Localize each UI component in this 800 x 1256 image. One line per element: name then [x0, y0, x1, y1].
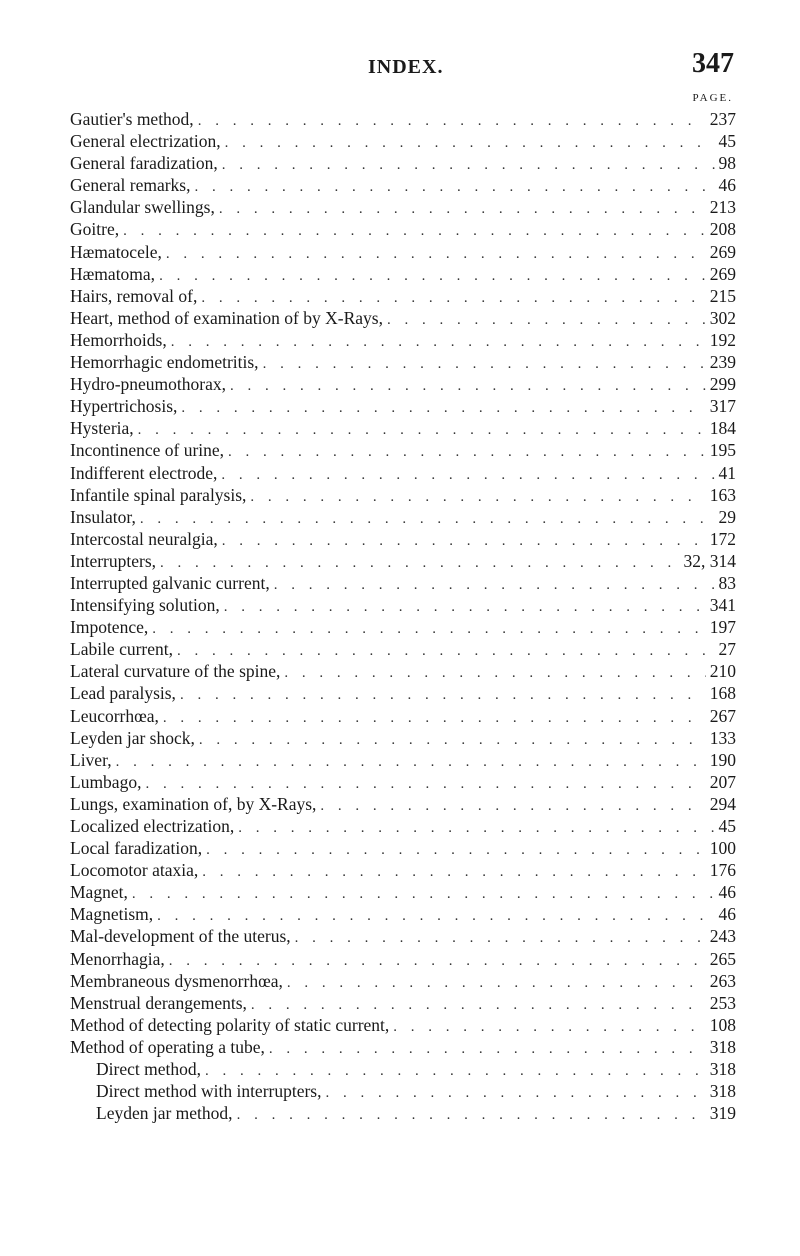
entry-term: Infantile spinal paralysis, — [70, 484, 247, 505]
index-entry — [70, 462, 736, 484]
index-entry — [70, 815, 736, 837]
dot-leader — [157, 905, 714, 927]
dot-leader — [132, 883, 715, 905]
dot-leader — [222, 154, 715, 176]
dot-leader — [251, 994, 706, 1016]
index-entry — [70, 329, 736, 351]
entry-page-ref: 243 — [709, 926, 736, 947]
entry-term: Intensifying solution, — [70, 595, 220, 616]
entry-page-ref: 299 — [709, 374, 736, 395]
dot-leader — [274, 574, 715, 596]
running-head — [0, 44, 800, 84]
dot-leader — [230, 375, 706, 397]
entry-term: Leucorrhœa, — [70, 705, 159, 726]
entry-page-ref: 163 — [709, 484, 736, 505]
index-entry — [70, 484, 736, 506]
entry-page-ref: 239 — [709, 352, 736, 373]
index-entry — [70, 528, 736, 550]
index-entry — [70, 859, 736, 881]
index-subentry — [70, 1080, 736, 1102]
entry-term: Menstrual derangements, — [70, 992, 247, 1013]
entry-term: Lead paralysis, — [70, 683, 176, 704]
index-entry — [70, 727, 736, 749]
entry-term: Method of operating a tube, — [70, 1036, 265, 1057]
entry-page-ref: 269 — [709, 263, 736, 284]
dot-leader — [250, 486, 705, 508]
index-entry — [70, 1036, 736, 1058]
entry-page-ref: 184 — [709, 418, 736, 439]
index-entry — [70, 771, 736, 793]
index-entry — [70, 218, 736, 240]
index-entry — [70, 241, 736, 263]
entry-page-ref: 269 — [709, 241, 736, 262]
index-entry — [70, 417, 736, 439]
entry-page-ref: 41 — [718, 462, 736, 483]
entry-page-ref: 29 — [718, 506, 736, 527]
entry-page-ref: 27 — [718, 639, 736, 660]
entry-term: Hairs, removal of, — [70, 285, 198, 306]
entry-page-ref: 215 — [709, 285, 736, 306]
dot-leader — [225, 132, 715, 154]
dot-leader — [263, 353, 706, 375]
entry-page-ref: 45 — [718, 816, 736, 836]
entry-page-ref: 83 — [718, 572, 736, 593]
entry-page-ref: 32, 314 — [683, 550, 736, 571]
dot-leader — [171, 331, 706, 353]
index-entry — [70, 373, 736, 395]
index-entry — [70, 506, 736, 528]
index-entry — [70, 749, 736, 771]
entry-term: Lateral curvature of the spine, — [70, 661, 281, 682]
entry-term: Localized electrization, — [70, 816, 235, 836]
page-number: 347 — [692, 48, 734, 79]
entry-term: Impotence, — [70, 617, 149, 638]
dot-leader — [237, 1104, 706, 1126]
entry-page-ref: 108 — [709, 1014, 736, 1035]
dot-leader — [269, 1038, 706, 1060]
dot-leader — [326, 1082, 706, 1104]
entry-term: Insulator, — [70, 506, 136, 527]
entry-term: Labile current, — [70, 639, 174, 660]
entry-page-ref: 318 — [709, 1036, 736, 1057]
entry-page-ref: 168 — [709, 683, 736, 704]
entry-term: Hypertrichosis, — [70, 396, 178, 417]
entry-page-ref: 263 — [709, 970, 736, 991]
entry-page-ref: 302 — [709, 307, 736, 328]
entry-page-ref: 318 — [709, 1081, 736, 1102]
dot-leader — [202, 861, 705, 883]
entry-page-ref: 213 — [709, 197, 736, 218]
entry-term: Method of detecting polarity of static current, — [70, 1014, 390, 1035]
index-entry — [70, 594, 736, 616]
index-entry — [70, 395, 736, 417]
entry-page-ref: 195 — [709, 440, 736, 461]
entry-term: Interrupters, — [70, 550, 157, 571]
entry-page-ref: 46 — [718, 882, 736, 903]
index-entry — [70, 970, 736, 992]
index-entry — [70, 130, 736, 152]
entry-page-ref: 253 — [709, 992, 736, 1013]
dot-leader — [169, 950, 706, 972]
dot-leader — [284, 662, 705, 684]
entry-page-ref: 190 — [709, 749, 736, 770]
entry-term: Magnet, — [70, 882, 128, 903]
index-entry — [70, 351, 736, 373]
dot-leader — [206, 839, 706, 861]
entry-term: Intercostal neuralgia, — [70, 528, 218, 549]
entry-term: Lungs, examination of, by X-Rays, — [70, 793, 317, 814]
dot-leader — [140, 508, 715, 530]
entry-term: Lumbago, — [70, 771, 142, 792]
index-entry — [70, 837, 736, 859]
dot-leader — [123, 220, 706, 242]
entry-page-ref: 172 — [709, 528, 736, 549]
entry-term: Hemorrhagic endometritis, — [70, 352, 259, 373]
entry-page-ref: 237 — [709, 109, 736, 129]
entry-term: Locomotor ataxia, — [70, 860, 199, 881]
dot-leader — [180, 684, 706, 706]
entry-page-ref: 319 — [709, 1103, 736, 1124]
entry-term: Heart, method of examination of by X-Rays, — [70, 307, 383, 328]
dot-leader — [222, 530, 706, 552]
index-entry — [70, 881, 736, 903]
entry-page-ref: 192 — [709, 329, 736, 350]
entry-page-ref: 100 — [709, 838, 736, 859]
entry-term: Interrupted galvanic current, — [70, 572, 270, 593]
dot-leader — [393, 1016, 705, 1038]
index-entry — [70, 903, 736, 925]
entry-page-ref: 45 — [718, 131, 736, 152]
index-entry — [70, 196, 736, 218]
dot-leader — [201, 287, 705, 309]
dot-leader — [198, 110, 706, 132]
dot-leader — [116, 751, 706, 773]
dot-leader — [221, 464, 714, 486]
index-entry-list — [70, 108, 736, 1124]
dot-leader — [387, 309, 706, 331]
dot-leader — [138, 419, 706, 441]
index-subentry — [70, 1102, 736, 1124]
entry-page-ref: 341 — [709, 595, 736, 616]
entry-page-ref: 267 — [709, 705, 736, 726]
index-entry — [70, 307, 736, 329]
index-entry — [70, 263, 736, 285]
index-entry — [70, 285, 736, 307]
entry-term: Direct method with interrupters, — [96, 1081, 322, 1102]
dot-leader — [195, 176, 715, 198]
entry-term: Menorrhagia, — [70, 948, 165, 969]
dot-leader — [152, 618, 706, 640]
dot-leader — [320, 795, 705, 817]
entry-term: Leyden jar method, — [96, 1103, 233, 1124]
index-entry — [70, 152, 736, 174]
entry-page-ref: 210 — [709, 661, 736, 682]
entry-term: Membraneous dysmenorrhœa, — [70, 970, 283, 991]
entry-term: General electrization, — [70, 131, 221, 152]
entry-term: Hemorrhoids, — [70, 329, 167, 350]
index-entry — [70, 682, 736, 704]
entry-term: General faradization, — [70, 153, 218, 174]
entry-term: Gautier's method, — [70, 109, 194, 129]
entry-page-ref: 197 — [709, 617, 736, 638]
dot-leader — [219, 198, 706, 220]
entry-term: Direct method, — [96, 1059, 201, 1080]
entry-term: Leyden jar shock, — [70, 727, 195, 748]
index-entry — [70, 439, 736, 461]
entry-page-ref: 176 — [709, 860, 736, 881]
entry-term: Hysteria, — [70, 418, 134, 439]
entry-term: General remarks, — [70, 175, 191, 196]
index-entry — [70, 550, 736, 572]
entry-page-ref: 318 — [709, 1059, 736, 1080]
index-entry — [70, 793, 736, 815]
entry-term: Glandular swellings, — [70, 197, 215, 218]
entry-page-ref: 317 — [709, 396, 736, 417]
index-entry — [70, 616, 736, 638]
entry-term: Magnetism, — [70, 904, 154, 925]
entry-page-ref: 265 — [709, 948, 736, 969]
entry-term: Liver, — [70, 749, 112, 770]
index-entry — [70, 925, 736, 947]
entry-page-ref: 294 — [709, 793, 736, 814]
index-entry — [70, 174, 736, 196]
dot-leader — [238, 817, 714, 839]
entry-term: Goitre, — [70, 219, 120, 240]
index-entry — [70, 705, 736, 727]
entry-page-ref: 133 — [709, 727, 736, 748]
index-entry — [70, 948, 736, 970]
dot-leader — [181, 397, 705, 419]
entry-term: Hæmatocele, — [70, 241, 162, 262]
index-entry — [70, 638, 736, 660]
dot-leader — [224, 596, 706, 618]
entry-page-ref: 98 — [718, 153, 736, 174]
entry-term: Hydro-pneumothorax, — [70, 374, 227, 395]
dot-leader — [163, 707, 706, 729]
entry-page-ref: 46 — [718, 175, 736, 196]
dot-leader — [228, 441, 706, 463]
entry-term: Incontinence of urine, — [70, 440, 225, 461]
index-subentry — [70, 1058, 736, 1080]
index-entry — [70, 572, 736, 594]
dot-leader — [145, 773, 705, 795]
index-entry — [70, 660, 736, 682]
dot-leader — [159, 265, 706, 287]
entry-page-ref: 208 — [709, 219, 736, 240]
dot-leader — [177, 640, 714, 662]
index-entry — [70, 992, 736, 1014]
dot-leader — [199, 729, 706, 751]
dot-leader — [205, 1060, 706, 1082]
dot-leader — [287, 972, 706, 994]
entry-term: Local faradization, — [70, 838, 203, 859]
dot-leader — [295, 927, 706, 949]
dot-leader — [166, 243, 706, 265]
dot-leader — [160, 552, 679, 574]
entry-term: Mal-development of the uterus, — [70, 926, 291, 947]
entry-page-ref: 207 — [709, 771, 736, 792]
index-entry — [70, 108, 736, 130]
running-title: INDEX. — [368, 56, 444, 78]
entry-page-ref: 46 — [718, 904, 736, 925]
index-entry — [70, 1014, 736, 1036]
entry-term: Indifferent electrode, — [70, 462, 218, 483]
entry-term: Hæmatoma, — [70, 263, 156, 284]
page-column-label: PAGE. — [692, 92, 733, 104]
